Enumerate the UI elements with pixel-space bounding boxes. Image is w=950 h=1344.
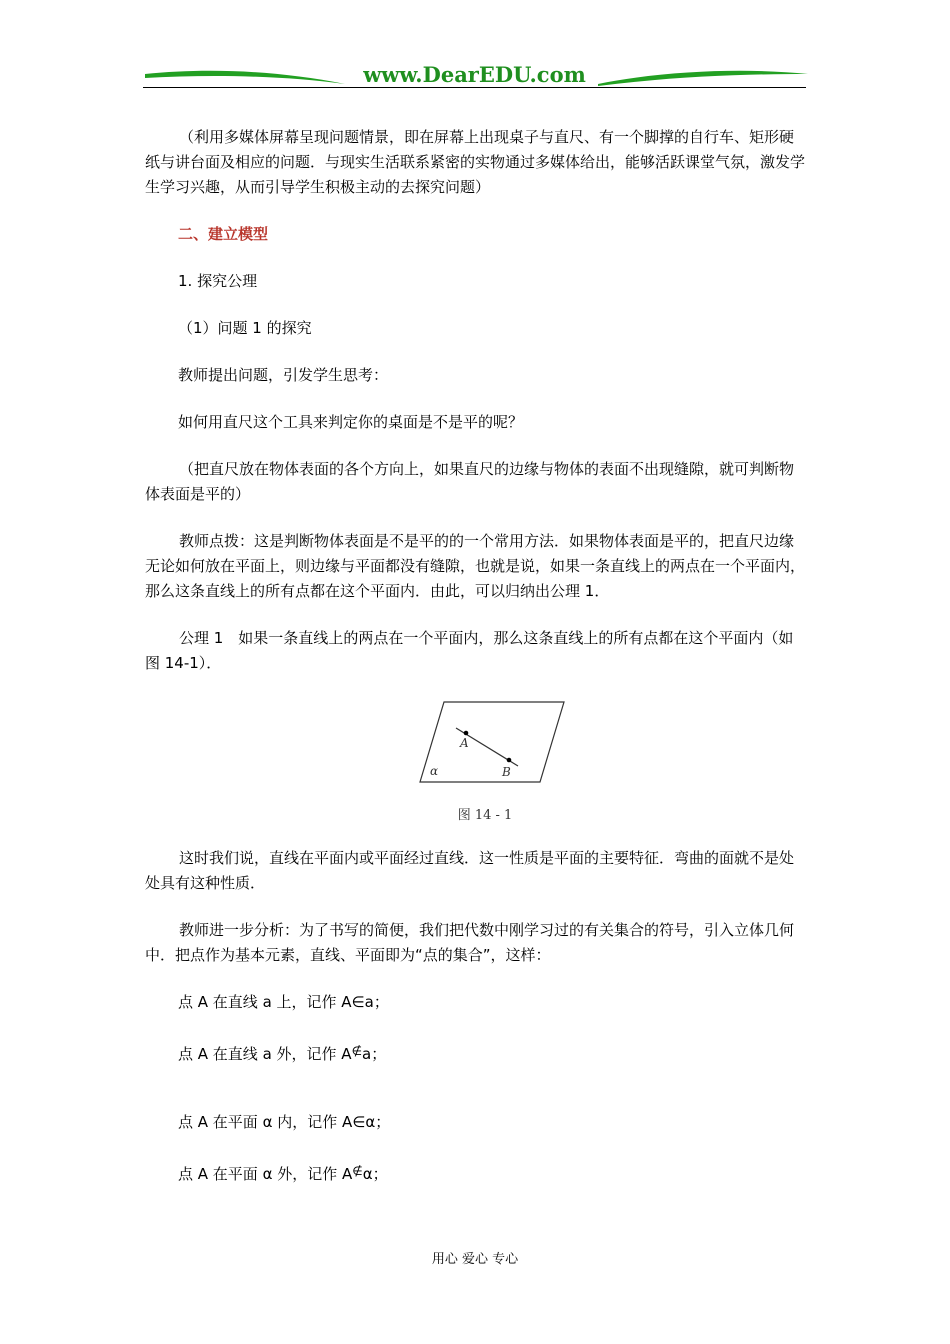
plane-line-figure: [418, 698, 568, 788]
label-point-b: B: [502, 765, 511, 779]
notation-point-off-plane: [178, 1162, 388, 1188]
label-point-a: A: [460, 736, 469, 750]
point-b: [507, 758, 512, 763]
notation-point-on-line: 点 A 在直线 a 上，记作 A∈a；: [178, 993, 389, 1011]
question-text: 如何用直尺这个工具来判定你的桌面是不是平的呢？: [178, 413, 524, 431]
plane-parallelogram: [420, 702, 564, 782]
notation-point-off-line: [178, 1042, 386, 1068]
notation-point-in-plane: 点 A 在平面 α 内，记作 A∈α；: [178, 1113, 391, 1131]
axiom-statement: 公理 1 如果一条直线上的两点在一个平面内，那么这条直线上的所有点都在这个平面内（如图 14-1）．: [145, 629, 794, 672]
notation-text: 点 A 在直线 a 外，记作 A: [178, 1045, 352, 1063]
intro-note: （利用多媒体屏幕呈现问题情景，即在屏幕上出现桌子与直尺、有一个脚撑的自行车、矩形硬纸与讲台面及相应的问题．与现实生活联系紧密的实物通过多媒体给出，能够活跃课堂气氛，激发学生学习兴趣，从而引导学生积极主动的去探究问题）: [145, 128, 806, 196]
page-footer: 用心 爱心 专心: [431, 1252, 519, 1267]
notation-text: a；: [362, 1045, 387, 1063]
teacher-hint: 教师点拨：这是判断物体表面是不是平的的一个常用方法．如果物体表面是平的，把直尺边缘无论如何放在平面上，则边缘与平面都没有缝隙，也就是说，如果一条直线上的两点在一个平面内，那么这条直线上的所有点都在这个平面内．由此，可以归纳出公理 1．: [145, 532, 806, 600]
page-header: [143, 62, 806, 92]
not-element-symbol: ∉: [351, 1044, 363, 1058]
problem-heading: （1）问题 1 的探究: [178, 319, 312, 337]
site-brand: www.DearEDU.com: [363, 62, 586, 87]
section-title: 二、建立模型: [178, 225, 269, 243]
subsection-title: 1. 探究公理: [178, 272, 258, 290]
not-element-symbol: ∉: [352, 1164, 363, 1178]
notation-text: α；: [362, 1165, 388, 1183]
teacher-analysis: 教师进一步分析：为了书写的简便，我们把代数中刚学习过的有关集合的符号，引入立体几何中．把点作为基本元素，直线、平面即为“点的集合”，这样：: [145, 921, 795, 964]
header-rule: [143, 87, 806, 88]
property-statement: 这时我们说，直线在平面内或平面经过直线．这一性质是平面的主要特征．弯曲的面就不是处处具有这种性质．: [145, 849, 795, 892]
label-plane: α: [430, 764, 439, 778]
teacher-prompt: 教师提出问题，引发学生思考：: [178, 366, 389, 384]
figure-caption: 图 14 - 1: [457, 808, 513, 823]
point-a: [464, 731, 469, 736]
answer-note: （把直尺放在物体表面的各个方向上，如果直尺的边缘与物体的表面不出现缝隙，就可判断物体表面是平的）: [145, 460, 795, 503]
notation-text: 点 A 在平面 α 外，记作 A: [178, 1165, 353, 1183]
